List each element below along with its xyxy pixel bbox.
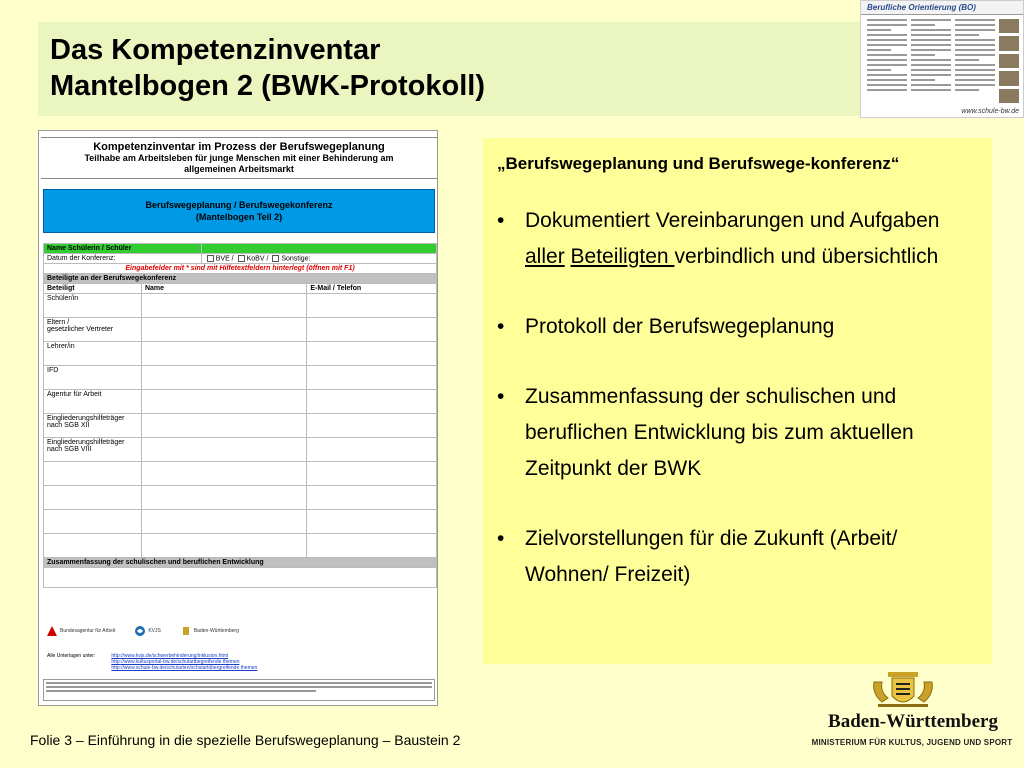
col-header-beteiligt: Beteiligt xyxy=(44,284,142,294)
slide-title-line-1: Das Kompetenzinventar xyxy=(50,34,381,66)
participant-name-cell xyxy=(141,534,306,558)
col-header-email: E-Mail / Telefon xyxy=(307,284,437,294)
participant-email-cell xyxy=(307,462,437,486)
participant-email-cell xyxy=(307,294,437,318)
bullet-item-3: • Zusammenfassung der schulischen und beruflichen Entwicklung bis zum aktuellen Zeitpunkt der BWK xyxy=(497,379,978,487)
participant-row xyxy=(44,390,437,414)
option-bve-label: BVE / xyxy=(215,255,234,263)
participant-row xyxy=(44,414,437,438)
logo-bw: Baden-Württemberg xyxy=(181,626,239,636)
participant-email-cell xyxy=(307,342,437,366)
participant-email-cell xyxy=(307,318,437,342)
summary-heading: Zusammenfassung der schulischen und beruflichen Entwicklung xyxy=(44,558,437,568)
poster-thumbnail xyxy=(860,0,1024,118)
participant-name-cell xyxy=(141,294,306,318)
participant-row xyxy=(44,486,437,510)
form-name-value xyxy=(201,244,436,254)
bw-ministry-name: MINISTERIUM FÜR KULTUS, JUGEND UND SPORT xyxy=(811,738,1013,747)
bullet-dot-icon: • xyxy=(497,527,505,550)
bullet-item-4: • Zielvorstellungen für die Zukunft (Arbeit/ Wohnen/ Freizeit) xyxy=(497,521,978,593)
participants-rows xyxy=(44,294,437,558)
option-kobv-label: KoBV / xyxy=(246,255,269,263)
form-subtitle-1: Teilhabe am Arbeitsleben für junge Menschen mit einer Behinderung am xyxy=(84,153,394,163)
poster-thumbnail-photos xyxy=(999,19,1019,103)
participant-row xyxy=(44,510,437,534)
participant-label xyxy=(44,486,142,510)
agentur-logo-icon xyxy=(47,626,57,636)
participant-label: IFD xyxy=(44,366,142,390)
underlined-aller: aller xyxy=(525,245,565,268)
summary-field xyxy=(44,568,437,588)
participants-heading: Beteiligte an der Berufswegekonferenz xyxy=(44,274,437,284)
form-options xyxy=(201,254,436,264)
participant-name-cell xyxy=(141,390,306,414)
form-section-banner xyxy=(43,189,435,233)
underlined-beteiligten: Beteiligten xyxy=(570,245,675,268)
participant-row xyxy=(44,318,437,342)
bullet-dot-icon: • xyxy=(497,385,505,408)
form-header xyxy=(41,137,437,179)
links-list xyxy=(111,653,257,671)
form-name-label: Name Schülerin / Schüler xyxy=(44,244,202,254)
participant-email-cell xyxy=(307,534,437,558)
participant-row xyxy=(44,366,437,390)
participant-name-cell xyxy=(141,318,306,342)
poster-thumbnail-heading: Berufliche Orientierung (BO) xyxy=(861,1,1023,15)
form-hint: Eingabefelder mit * sind mit Hilfetextfeldern hinterlegt (öffnen mit F1) xyxy=(44,264,437,274)
participant-name-cell xyxy=(141,366,306,390)
form-links xyxy=(47,653,437,671)
logo-agentur: Bundesagentur für Arbeit xyxy=(47,626,115,636)
form-subtitle-2: allgemeinen Arbeitsmarkt xyxy=(184,164,294,174)
link-2[interactable]: http://www.kultusportal-bw.de/schulartbegreifende themen xyxy=(111,659,240,665)
bullet-list xyxy=(497,203,978,593)
form-title: Kompetenzinventar im Prozess der Berufswegeplanung xyxy=(93,141,385,153)
poster-thumbnail-url: www.schule-bw.de xyxy=(961,108,1019,115)
form-logos xyxy=(47,619,437,643)
participant-email-cell xyxy=(307,366,437,390)
form-banner-line-1: Berufswegeplanung / Berufswegekonferenz xyxy=(145,200,333,210)
bullet-item-2: • Protokoll der Berufswegeplanung xyxy=(497,309,978,345)
participant-row xyxy=(44,438,437,462)
link-1[interactable]: http://www.kvjs.de/schwerbehinderung/inklusion.html xyxy=(111,653,229,659)
participant-row xyxy=(44,342,437,366)
form-preview xyxy=(38,130,438,706)
participant-email-cell xyxy=(307,414,437,438)
col-header-name: Name xyxy=(141,284,306,294)
bw-coat-of-arms-icon xyxy=(868,670,938,710)
participant-label: Eingliederungshilfeträger nach SGB XII xyxy=(44,414,142,438)
slide-title-line-2: Mantelbogen 2 (BWK-Protokoll) xyxy=(50,70,485,102)
participant-row xyxy=(44,462,437,486)
participant-email-cell xyxy=(307,510,437,534)
participant-name-cell xyxy=(141,462,306,486)
slide-title xyxy=(38,22,860,116)
bullet-dot-icon: • xyxy=(497,315,505,338)
form-banner-line-2: (Mantelbogen Teil 2) xyxy=(195,212,283,222)
participant-label: Agentur für Arbeit xyxy=(44,390,142,414)
option-sonstige-label: Sonstige: xyxy=(281,255,311,263)
participant-label xyxy=(44,510,142,534)
participant-name-cell xyxy=(141,486,306,510)
logo-kvjs: KVJS xyxy=(135,626,161,636)
bullet-item-1: • Dokumentiert Vereinbarungen und Aufgaben aller Beteiligten verbindlich und übersichtlich xyxy=(497,203,978,275)
participant-label xyxy=(44,534,142,558)
form-table xyxy=(43,243,437,588)
participant-name-cell xyxy=(141,510,306,534)
participant-row xyxy=(44,534,437,558)
participant-row xyxy=(44,294,437,318)
checkbox-kobv xyxy=(238,255,245,262)
bullet-dot-icon: • xyxy=(497,209,505,232)
participant-label: Lehrer/in xyxy=(44,342,142,366)
slide-footer: Folie 3 – Einführung in die spezielle Berufswegeplanung – Baustein 2 xyxy=(30,732,461,748)
form-footnote xyxy=(43,679,435,701)
checkbox-sonstige xyxy=(272,255,279,262)
participant-name-cell xyxy=(141,342,306,366)
participant-name-cell xyxy=(141,414,306,438)
checkbox-bve xyxy=(207,255,214,262)
content-panel xyxy=(483,138,992,664)
participant-name-cell xyxy=(141,438,306,462)
bw-small-crest-icon xyxy=(181,626,191,636)
links-label: Alle Unterlagen unter: xyxy=(47,653,96,659)
participant-label xyxy=(44,462,142,486)
participant-email-cell xyxy=(307,390,437,414)
participant-label: Eingliederungshilfeträger nach SGB VIII xyxy=(44,438,142,462)
participant-email-cell xyxy=(307,486,437,510)
panel-heading: „Berufswegeplanung und Berufswege-konferenz“ xyxy=(497,154,900,173)
poster-thumbnail-text xyxy=(867,19,995,105)
participant-label: Eltern / gesetzlicher Vertreter xyxy=(44,318,142,342)
participant-email-cell xyxy=(307,438,437,462)
bw-state-name: Baden-Württemberg xyxy=(828,711,998,732)
form-date-label: Datum der Konferenz: xyxy=(44,254,202,264)
link-3[interactable]: http://www.schule-bw.de/schularten/schulartübergreifende themen xyxy=(111,665,258,671)
kvjs-logo-icon xyxy=(135,626,145,636)
participant-label: Schüler/in xyxy=(44,294,142,318)
